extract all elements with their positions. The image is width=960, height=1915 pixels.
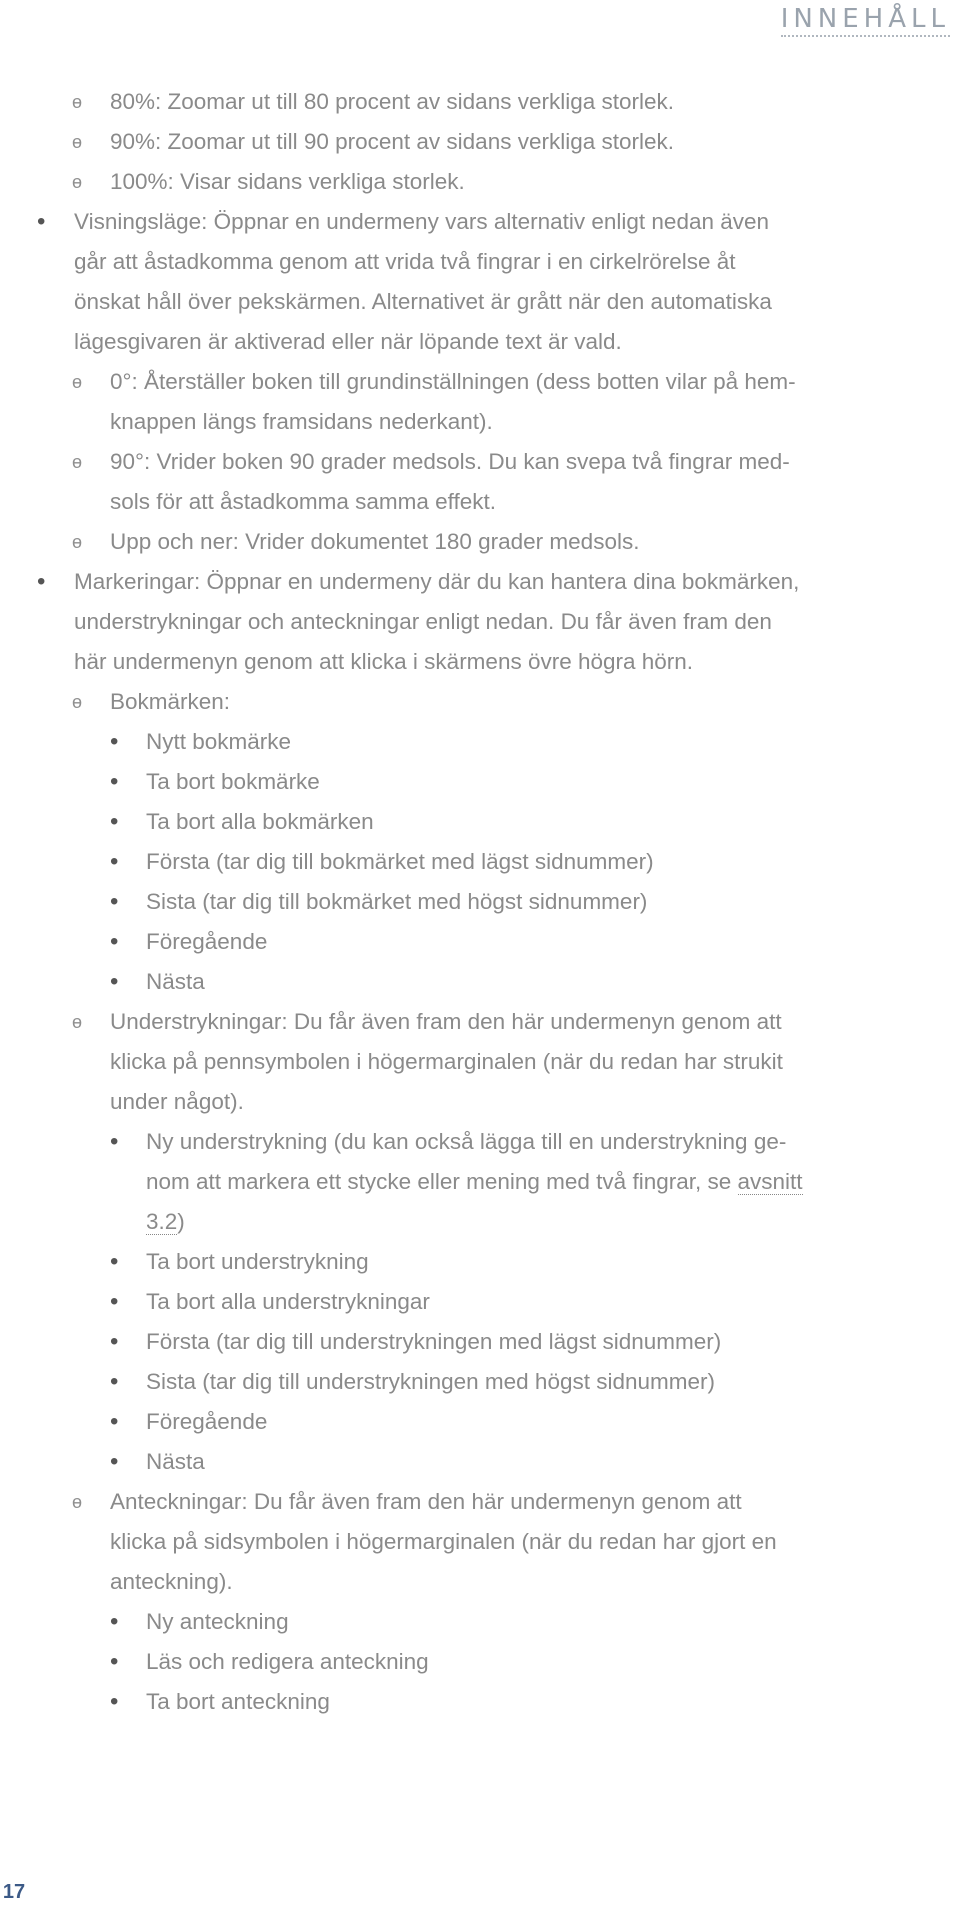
line-text: Första (tar dig till bokmärket med lägst sidnummer) (146, 849, 654, 874)
list-marker-circle-icon: ɵ (72, 372, 83, 392)
section-link[interactable]: 3.2 (146, 1209, 178, 1234)
bullet-icon: • (110, 848, 119, 875)
line-text: Läs och redigera anteckning (146, 1649, 429, 1674)
bullet-icon: • (110, 1368, 119, 1395)
bullet-icon: • (37, 568, 46, 595)
bullet-icon: • (110, 928, 119, 955)
line-text: går att åstadkomma genom att vrida två fingrar i en cirkelrörelse åt (74, 249, 736, 274)
page-number: 17 (2, 1881, 26, 1903)
bullet-icon: • (110, 968, 119, 995)
line-text: Markeringar: Öppnar en undermeny där du kan hantera dina bokmärken, (74, 569, 800, 594)
line-text: 100%: Visar sidans verkliga storlek. (110, 169, 465, 194)
bullet-icon: • (110, 1408, 119, 1435)
line-text: Ta bort alla bokmärken (146, 809, 374, 834)
line-text: Visningsläge: Öppnar en undermeny vars alternativ enligt nedan även (74, 209, 770, 234)
header-title: INNEHÅLL (781, 4, 950, 37)
line-text: Understrykningar: Du får även fram den här undermenyn genom att (110, 1009, 782, 1034)
list-marker-circle-icon: ɵ (72, 92, 83, 112)
line-text: anteckning). (110, 1569, 233, 1594)
bullet-icon: • (110, 1288, 119, 1315)
line-text: knappen längs framsidans nederkant). (110, 409, 493, 434)
bullet-icon: • (110, 888, 119, 915)
line-text: Sista (tar dig till understrykningen med högst sidnummer) (146, 1369, 715, 1394)
line-text: nom att markera ett stycke eller mening med två fingrar, se avsnitt (146, 1169, 803, 1194)
list-marker-circle-icon: ɵ (72, 532, 83, 552)
line-text: 0°: Återställer boken till grundinställningen (dess botten vilar på hem- (110, 369, 796, 394)
bullet-icon: • (110, 1248, 119, 1275)
line-text: Föregående (146, 1409, 268, 1434)
section-link[interactable]: avsnitt (737, 1169, 803, 1194)
line-text: Ta bort anteckning (146, 1689, 330, 1714)
line-text: Ta bort understrykning (146, 1249, 369, 1274)
bullet-icon: • (110, 808, 119, 835)
line-text: Upp och ner: Vrider dokumentet 180 grader medsols. (110, 529, 640, 554)
list-marker-circle-icon: ɵ (72, 1012, 83, 1032)
line-text: önskat håll över pekskärmen. Alternativet är grått när den automatiska (74, 289, 772, 314)
line-text: Sista (tar dig till bokmärket med högst sidnummer) (146, 889, 648, 914)
line-text: klicka på pennsymbolen i högermarginalen (när du redan har strukit (110, 1049, 783, 1074)
bullet-icon: • (110, 1608, 119, 1635)
line-text: 3.2) (146, 1209, 185, 1234)
line-text: 90°: Vrider boken 90 grader medsols. Du kan svepa två fingrar med- (110, 449, 790, 474)
line-text: under något). (110, 1089, 244, 1114)
line-text: 80%: Zoomar ut till 80 procent av sidans verkliga storlek. (110, 89, 675, 114)
bullet-icon: • (110, 1448, 119, 1475)
line-text: Föregående (146, 929, 268, 954)
bullet-icon: • (37, 208, 46, 235)
line-text: Ta bort alla understrykningar (146, 1289, 430, 1314)
line-text: Nästa (146, 1449, 205, 1474)
list-marker-circle-icon: ɵ (72, 132, 83, 152)
line-text: sols för att åstadkomma samma effekt. (110, 489, 496, 514)
line-text: Första (tar dig till understrykningen med lägst sidnummer) (146, 1329, 722, 1354)
line-text: lägesgivaren är aktiverad eller när löpande text är vald. (74, 329, 622, 354)
list-marker-circle-icon: ɵ (72, 452, 83, 472)
line-text: Ny understrykning (du kan också lägga till en understrykning ge- (146, 1129, 787, 1154)
line-text: Anteckningar: Du får även fram den här undermenyn genom att (110, 1489, 742, 1514)
bullet-icon: • (110, 1648, 119, 1675)
line-text: här undermenyn genom att klicka i skärmens övre högra hörn. (74, 649, 694, 674)
line-text: Ta bort bokmärke (146, 769, 320, 794)
line-text: Bokmärken: (110, 689, 231, 714)
line-text: understrykningar och anteckningar enligt nedan. Du får även fram den (74, 609, 772, 634)
list-marker-circle-icon: ɵ (72, 692, 83, 712)
list-marker-circle-icon: ɵ (72, 172, 83, 192)
list-marker-circle-icon: ɵ (72, 1492, 83, 1512)
line-text: klicka på sidsymbolen i högermarginalen (när du redan har gjort en (110, 1529, 777, 1554)
bullet-icon: • (110, 728, 119, 755)
bullet-icon: • (110, 1688, 119, 1715)
bullet-icon: • (110, 1128, 119, 1155)
bullet-icon: • (110, 768, 119, 795)
line-text: Ny anteckning (146, 1609, 289, 1634)
bullet-icon: • (110, 1328, 119, 1355)
line-text: Nytt bokmärke (146, 729, 292, 754)
line-text: Nästa (146, 969, 205, 994)
line-text: 90%: Zoomar ut till 90 procent av sidans verkliga storlek. (110, 129, 675, 154)
